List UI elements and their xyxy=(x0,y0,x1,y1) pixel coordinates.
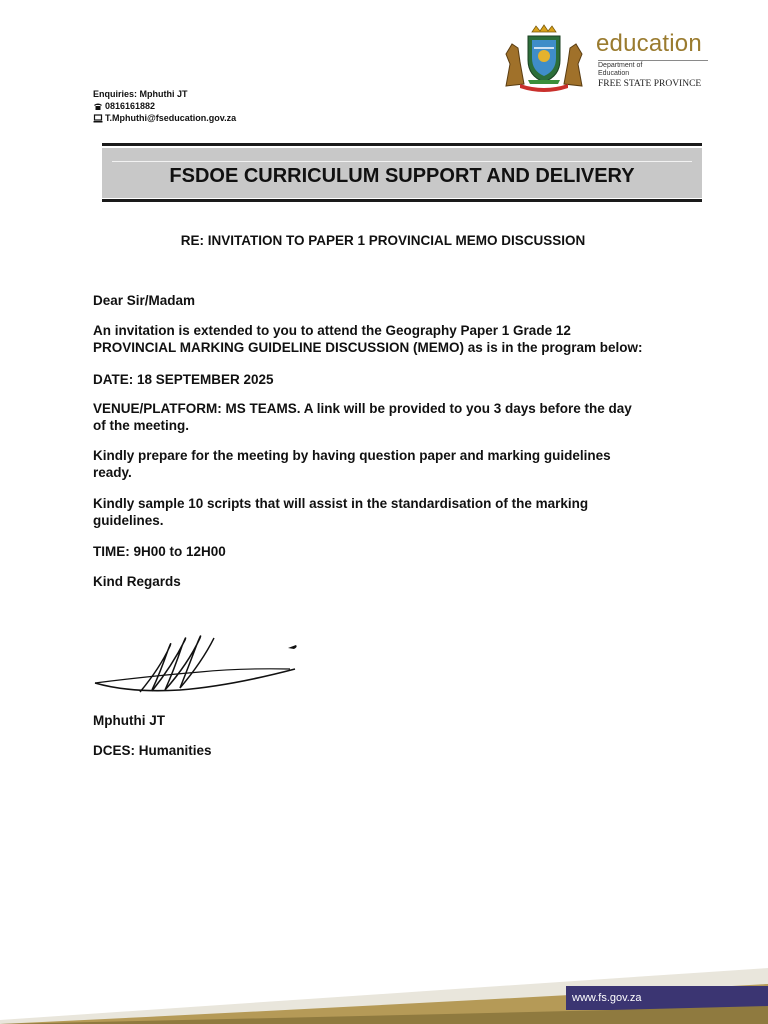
prepare-line-2: ready. xyxy=(93,465,132,480)
sample-line-1: Kindly sample 10 scripts that will assist in the standardisation of the marking xyxy=(93,496,589,511)
computer-icon xyxy=(93,114,103,123)
enquiries-email: T.Mphuthi@fseducation.gov.za xyxy=(105,113,237,123)
venue-line-2: of the meeting. xyxy=(93,418,190,433)
logo-department xyxy=(598,62,642,78)
prepare-line-1: Kindly prepare for the meeting by having question paper and marking guidelines xyxy=(93,448,611,463)
signatory-title: DCES: Humanities xyxy=(93,743,212,758)
letter-time: TIME: 9H00 to 12H00 xyxy=(93,544,226,559)
logo-province: FREE STATE PROVINCE xyxy=(598,79,702,89)
footer-decoration xyxy=(0,966,768,1024)
letter-paragraph-sample xyxy=(93,495,683,529)
enquiries-phone: 0816161882 xyxy=(105,101,156,111)
letter-salutation: Dear Sir/Madam xyxy=(93,293,196,308)
enquiries-block xyxy=(93,88,236,124)
invitation-line-2: PROVINCIAL MARKING GUIDELINE DISCUSSION (MEMO) as is in the program below: xyxy=(93,340,643,355)
letter-closing: Kind Regards xyxy=(93,574,181,589)
sample-line-2: guidelines. xyxy=(93,513,164,528)
footer-website-link[interactable]: www.fs.gov.za xyxy=(572,992,642,1004)
logo-department-line2: Education xyxy=(598,70,630,77)
enquiries-label: Enquiries: Mphuthi JT xyxy=(93,89,188,99)
venue-line-1: VENUE/PLATFORM: MS TEAMS. A link will be provided to you 3 days before the day xyxy=(93,401,632,416)
letter-paragraph-venue xyxy=(93,400,683,434)
letter-paragraph-prepare xyxy=(93,447,683,481)
invitation-line-1: An invitation is extended to you to attend the Geography Paper 1 Grade 12 xyxy=(93,323,571,338)
banner-title: FSDOE CURRICULUM SUPPORT AND DELIVERY xyxy=(169,165,635,187)
logo-wordmark: education xyxy=(596,30,702,57)
letter-paragraph-invitation xyxy=(93,322,683,356)
banner-bottom-rule xyxy=(102,199,702,202)
logo-divider xyxy=(598,60,708,61)
handwritten-signature xyxy=(90,628,305,698)
telephone-icon xyxy=(93,102,103,111)
signatory-name: Mphuthi JT xyxy=(93,713,165,728)
enquiries-phone-row xyxy=(93,100,236,112)
coat-of-arms-logo xyxy=(498,24,590,94)
banner-top-rule xyxy=(102,143,702,146)
banner-inner-line xyxy=(112,161,692,162)
enquiries-email-row xyxy=(93,112,236,124)
letter-date: DATE: 18 SEPTEMBER 2025 xyxy=(93,372,274,387)
logo-department-line1: Department of xyxy=(598,62,643,69)
letter-subject: RE: INVITATION TO PAPER 1 PROVINCIAL MEMO DISCUSSION xyxy=(180,233,586,248)
